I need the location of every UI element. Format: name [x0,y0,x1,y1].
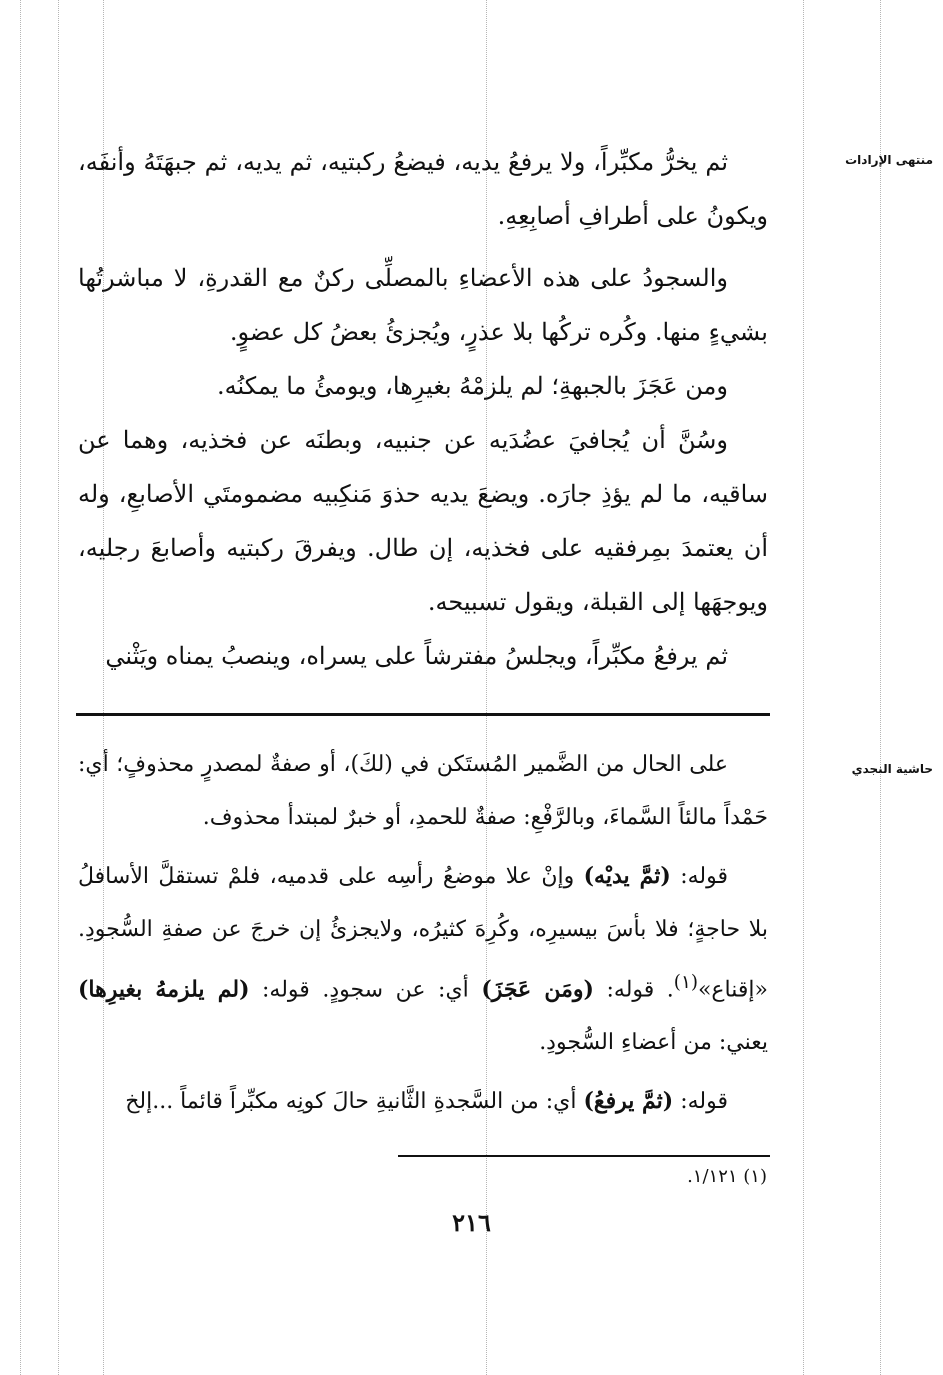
margin-guide-line [880,0,881,1375]
main-text-block [78,135,768,683]
main-text-paragraph: ومن عَجَزَ بالجبهةِ؛ لم يلزمْهُ بغيرِها، ويومئُ ما يمكنُه. [217,372,728,400]
commentary-keyword: (لم يلزمهُ بغيرِها) [78,976,250,1003]
commentary-text: وإنْ علا موضعُ رأسِه على قدميه، فلمْ تستقلَّ الأسافلُ بلا حاجةٍ؛ فلا بأسَ بيسيرِه، وكُرِهَ كثيرُه، ولايجزئُ إن خرجَ عن صفةِ السُّجودِ. «إقناع» [78,864,768,1003]
commentary-text: أي: من السَّجدةِ الثَّانيةِ حالَ كونِه مكبِّراً قائماً ...إلخ [125,1089,577,1115]
commentary-keyword: (ثمَّ يديْه) [583,863,671,889]
page-number: ٢١٦ [452,1208,491,1237]
main-text-paragraph: والسجودُ على هذه الأعضاءِ بالمصلِّى ركنٌ مع القدرةِ، لا مباشرتُها بشيءٍ منها. وكُره تركُها بلا عذرٍ، ويُجزئُ بعضُ كل عضوٍ. [78,264,768,346]
commentary-keyword: (ومَن عَجَزَ) [481,976,594,1003]
margin-guide-line [20,0,21,1375]
footnote: (١) ١/١٢١. [687,1166,767,1187]
commentary-intro: قوله: [680,864,729,889]
commentary-paragraph [78,850,768,1069]
commentary-text: . قوله: [606,977,674,1003]
main-text-paragraph: وسُنَّ أن يُجافيَ عضُدَيه عن جنبيه، وبطنَه عن فخذيه، وهما عن ساقيه، ما لم يؤذِ جارَه. ويضعَ يديه حذوَ مَنكِبيه مضمومتَي الأصابعِ، وله أن يعتمدَ بمِرفقيه على فخذيه، إن طال. ويفرقَ ركبتيه وأصابعَ رجليه، ويوجهَها إلى القبلة، ويقول تسبيحه. [78,426,768,616]
commentary-text: يعني: من أعضاءِ السُّجودِ. [539,1030,768,1056]
main-text-paragraph: ثم يخرُّ مكبِّراً، ولا يرفعُ يديه، فيضعُ ركبتيه، ثم يديه، ثم جبهَتَهُ وأنفَه، ويكونُ على أطرافِ أصابِعِهِ. [78,148,768,230]
margin-guide-line [58,0,59,1375]
commentary-block [78,738,768,1128]
matn-side-title: منتهى الإرادات [845,153,933,167]
footnote-reference[interactable]: (١) [673,972,698,993]
margin-guide-line [803,0,804,1375]
main-text-paragraph: ثم يرفعُ مكبِّراً، ويجلسُ مفترشاً على يسراه، وينصبُ يمناه ويَثْني [105,642,728,670]
section-divider [76,713,770,716]
footnote-separator [398,1155,770,1157]
commentary-intro: قوله: [680,1089,728,1115]
commentary-text: أي: عن سجودٍ. قوله: [262,977,469,1003]
commentary-keyword: (ثمَّ يرفعُ) [583,1088,674,1115]
commentary-paragraph [78,1075,768,1128]
commentary-paragraph: على الحال من الضَّمير المُستَكن في (لكَ)، أو صفةٌ لمصدرٍ محذوفٍ؛ أي: حَمْداً مالئاً السَّماءَ، وبالرَّفْعِ: صفةٌ للحمدِ، أو خبرٌ لمبتدأ محذوف. [78,752,768,830]
sharh-side-title: حاشية النجدي [851,762,933,776]
